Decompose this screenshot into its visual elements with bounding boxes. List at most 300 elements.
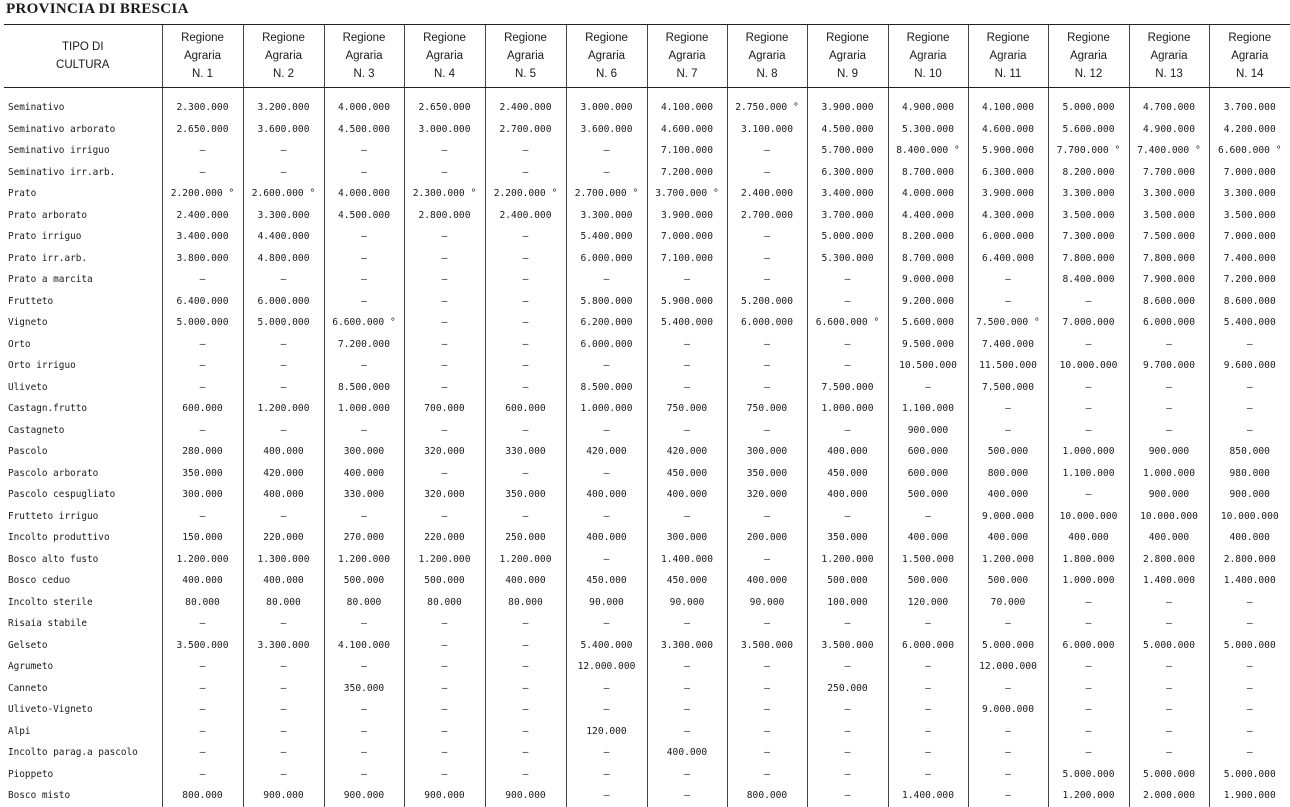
value-cell: 5.400.000 [566,226,647,248]
column-header-agraria: Agraria [728,47,807,65]
value-cell: – [888,721,968,743]
value-cell: 420.000 [566,441,647,463]
column-header-number: N. 5 [486,65,566,83]
value-cell: 9.600.000 [1209,355,1290,377]
table-row [4,205,1290,227]
column-header-number: N. 6 [567,65,647,83]
value-cell: – [807,334,888,356]
value-cell: 2.200.000 ° [485,183,566,205]
table-row [4,119,1290,141]
value-cell: 4.200.000 [1209,119,1290,141]
value-cell: – [566,764,647,786]
table-row [4,785,1290,807]
value-cell: – [162,613,243,635]
value-cell: 6.000.000 [727,312,807,334]
column-header-number: N. 7 [648,65,727,83]
column-header-region-2 [243,25,324,88]
value-cell: 4.500.000 [324,119,404,141]
value-cell: 3.500.000 [1209,205,1290,227]
column-header-region-8 [727,25,807,88]
row-label: Castagneto [4,420,162,442]
value-cell: 80.000 [243,592,324,614]
value-cell: – [324,162,404,184]
value-cell: 350.000 [324,678,404,700]
value-cell: – [243,721,324,743]
value-cell: 8.500.000 [566,377,647,399]
value-cell: – [243,678,324,700]
value-cell: 4.900.000 [888,97,968,119]
value-cell: 3.500.000 [1129,205,1209,227]
value-cell: 600.000 [888,441,968,463]
value-cell: – [324,269,404,291]
value-cell: 1.400.000 [1209,570,1290,592]
value-cell: 4.800.000 [243,248,324,270]
value-cell: – [162,506,243,528]
value-cell: – [807,656,888,678]
value-cell: – [807,613,888,635]
column-header-region-4 [404,25,485,88]
value-cell: – [162,377,243,399]
spacer-cell [566,88,647,98]
value-cell: – [727,506,807,528]
column-header-agraria: Agraria [244,47,324,65]
row-label: Prato [4,183,162,205]
value-cell: 3.800.000 [162,248,243,270]
value-cell: 5.000.000 [1048,764,1129,786]
column-header-agraria: Agraria [405,47,485,65]
value-cell: 1.200.000 [807,549,888,571]
value-cell: – [243,764,324,786]
spacer-cell [4,88,162,98]
value-cell: – [647,420,727,442]
value-cell: 6.600.000 ° [324,312,404,334]
spacer-cell [727,88,807,98]
value-cell: – [888,678,968,700]
value-cell: – [968,785,1048,807]
value-cell: – [1048,678,1129,700]
value-cell: 6.000.000 [1129,312,1209,334]
column-header-number: N. 13 [1130,65,1209,83]
value-cell: 80.000 [324,592,404,614]
value-cell: 5.000.000 [1129,635,1209,657]
value-cell: 900.000 [404,785,485,807]
value-cell: 9.700.000 [1129,355,1209,377]
table-row [4,334,1290,356]
value-cell: – [243,613,324,635]
spacer-cell [807,88,888,98]
value-cell: 2.650.000 [404,97,485,119]
table-body [4,97,1290,807]
column-header-regione: Regione [405,29,485,47]
value-cell: 100.000 [807,592,888,614]
column-header-regione: Regione [969,29,1048,47]
value-cell: 4.300.000 [968,205,1048,227]
value-cell: 1.500.000 [888,549,968,571]
column-header-region-10 [888,25,968,88]
value-cell: 2.400.000 [162,205,243,227]
table-row [4,678,1290,700]
value-cell: 600.000 [485,398,566,420]
value-cell: – [807,721,888,743]
value-cell: – [324,721,404,743]
table-row [4,269,1290,291]
value-cell: 4.100.000 [647,97,727,119]
value-cell: 400.000 [1209,527,1290,549]
value-cell: 5.300.000 [807,248,888,270]
value-cell: 3.900.000 [807,97,888,119]
column-header-region-3 [324,25,404,88]
row-label: Orto [4,334,162,356]
value-cell: – [968,613,1048,635]
value-cell: 200.000 [727,527,807,549]
table-row [4,699,1290,721]
value-cell: – [1129,398,1209,420]
value-cell: 8.700.000 [888,248,968,270]
value-cell: 320.000 [727,484,807,506]
value-cell: 6.000.000 [1048,635,1129,657]
value-cell: – [968,269,1048,291]
value-cell: – [566,506,647,528]
column-header-regione: Regione [728,29,807,47]
value-cell: 5.000.000 [243,312,324,334]
value-cell: 9.000.000 [968,506,1048,528]
row-label: Risaia stabile [4,613,162,635]
value-cell: 3.500.000 [807,635,888,657]
value-cell: 3.300.000 [1209,183,1290,205]
value-cell: 400.000 [485,570,566,592]
value-cell: 500.000 [888,570,968,592]
value-cell: – [404,764,485,786]
value-cell: 2.650.000 [162,119,243,141]
value-cell: – [1048,721,1129,743]
value-cell: 2.800.000 [404,205,485,227]
value-cell: 8.600.000 [1129,291,1209,313]
value-cell: – [1129,656,1209,678]
value-cell: – [727,140,807,162]
value-cell: – [485,312,566,334]
table-row [4,656,1290,678]
value-cell: 7.200.000 [324,334,404,356]
value-cell: – [566,463,647,485]
column-header-number: N. 11 [969,65,1048,83]
value-cell: 90.000 [647,592,727,614]
value-cell: 80.000 [404,592,485,614]
value-cell: – [647,764,727,786]
value-cell: 500.000 [324,570,404,592]
value-cell: – [727,656,807,678]
value-cell: – [485,291,566,313]
value-cell: 4.000.000 [324,183,404,205]
value-cell: 1.200.000 [1048,785,1129,807]
value-cell: 1.000.000 [566,398,647,420]
value-cell: 420.000 [647,441,727,463]
value-cell: 400.000 [324,463,404,485]
value-cell: 4.500.000 [807,119,888,141]
column-header-number: N. 10 [889,65,968,83]
value-cell: 400.000 [243,570,324,592]
value-cell: 7.500.000 ° [968,312,1048,334]
value-cell: – [727,377,807,399]
value-cell: 350.000 [727,463,807,485]
value-cell: 900.000 [485,785,566,807]
value-cell: – [243,377,324,399]
value-cell: 5.000.000 [968,635,1048,657]
value-cell: – [1048,613,1129,635]
value-cell: – [324,226,404,248]
value-cell: – [647,656,727,678]
row-label: Pascolo cespugliato [4,484,162,506]
value-cell: 600.000 [162,398,243,420]
value-cell: – [807,269,888,291]
value-cell: 400.000 [1129,527,1209,549]
value-cell: 420.000 [243,463,324,485]
value-cell: 9.000.000 [888,269,968,291]
value-cell: – [566,269,647,291]
value-cell: – [404,248,485,270]
value-cell: – [727,334,807,356]
value-cell: – [968,398,1048,420]
value-cell: 4.000.000 [324,97,404,119]
value-cell: 5.000.000 [1209,635,1290,657]
table-row [4,592,1290,614]
column-header-regione: Regione [889,29,968,47]
value-cell: 1.900.000 [1209,785,1290,807]
value-cell: 450.000 [647,463,727,485]
spacer-cell [1048,88,1129,98]
value-cell: 5.400.000 [1209,312,1290,334]
value-cell: 320.000 [404,441,485,463]
value-cell: 80.000 [162,592,243,614]
value-cell: – [807,785,888,807]
value-cell: – [485,613,566,635]
row-label: Pascolo arborato [4,463,162,485]
value-cell: – [324,140,404,162]
value-cell: – [807,699,888,721]
value-cell: 900.000 [324,785,404,807]
value-cell: – [1129,699,1209,721]
value-cell: 5.000.000 [1129,764,1209,786]
value-cell: – [807,764,888,786]
value-cell: 4.600.000 [968,119,1048,141]
value-cell: 6.300.000 [968,162,1048,184]
value-cell: – [1209,420,1290,442]
value-cell: – [324,420,404,442]
value-cell: – [888,764,968,786]
column-header-regione: Regione [1049,29,1129,47]
value-cell: – [162,764,243,786]
value-cell: – [485,678,566,700]
row-label: Pascolo [4,441,162,463]
value-cell: 320.000 [404,484,485,506]
value-cell: – [1129,742,1209,764]
value-cell: – [727,162,807,184]
column-header-regione: Regione [244,29,324,47]
table-row [4,140,1290,162]
row-label: Pioppeto [4,764,162,786]
page-title: PROVINCIA DI BRESCIA [6,1,189,18]
value-cell: 5.900.000 [968,140,1048,162]
value-cell: 8.400.000 ° [888,140,968,162]
value-cell: – [404,742,485,764]
value-cell: 7.500.000 [968,377,1048,399]
value-cell: 800.000 [162,785,243,807]
value-cell: – [1048,377,1129,399]
value-cell: – [807,506,888,528]
value-cell: – [647,699,727,721]
column-header-agraria: Agraria [567,47,647,65]
value-cell: – [566,785,647,807]
value-cell: 4.000.000 [888,183,968,205]
value-cell: – [807,420,888,442]
value-cell: 2.400.000 [485,205,566,227]
table-row [4,549,1290,571]
value-cell: – [727,613,807,635]
row-label: Frutteto irriguo [4,506,162,528]
value-table [4,24,1290,807]
value-cell: – [727,269,807,291]
value-cell: 1.200.000 [485,549,566,571]
value-cell: – [807,355,888,377]
value-cell: 3.400.000 [162,226,243,248]
value-cell: – [727,678,807,700]
table-row [4,398,1290,420]
value-cell: 2.300.000 ° [404,183,485,205]
value-cell: 2.300.000 [162,97,243,119]
value-cell: 7.000.000 [1209,226,1290,248]
spacer-cell [968,88,1048,98]
column-header-number: N. 2 [244,65,324,83]
value-cell: 120.000 [566,721,647,743]
value-cell: 330.000 [485,441,566,463]
value-cell: – [888,742,968,764]
value-cell: – [485,635,566,657]
column-header-tipo [4,25,162,88]
value-cell: – [1048,334,1129,356]
value-cell: 2.800.000 [1129,549,1209,571]
value-cell: – [727,549,807,571]
value-cell: – [1209,377,1290,399]
value-cell: 300.000 [647,527,727,549]
value-cell: 10.500.000 [888,355,968,377]
value-cell: 8.400.000 [1048,269,1129,291]
column-header-regione: Regione [567,29,647,47]
value-cell: – [888,377,968,399]
value-cell: – [566,355,647,377]
value-cell: 400.000 [243,484,324,506]
row-label: Agrumeto [4,656,162,678]
value-cell: – [807,742,888,764]
value-cell: 5.000.000 [162,312,243,334]
value-cell: 1.000.000 [1129,463,1209,485]
row-label: Bosco misto [4,785,162,807]
value-cell: 400.000 [727,570,807,592]
value-cell: – [243,420,324,442]
value-cell: 220.000 [404,527,485,549]
value-cell: – [243,334,324,356]
value-cell: 12.000.000 [566,656,647,678]
column-header-agraria: Agraria [1210,47,1290,65]
spacer-cell [243,88,324,98]
table-row [4,291,1290,313]
value-cell: 3.300.000 [1048,183,1129,205]
table-row [4,484,1290,506]
column-header-agraria: Agraria [163,47,243,65]
value-cell: – [324,742,404,764]
value-cell: 700.000 [404,398,485,420]
value-cell: – [727,764,807,786]
value-cell: – [485,742,566,764]
value-cell: – [1209,334,1290,356]
table-row [4,420,1290,442]
value-cell: – [1209,398,1290,420]
table-row [4,527,1290,549]
value-cell: 3.700.000 [807,205,888,227]
value-cell: 5.900.000 [647,291,727,313]
value-cell: – [404,269,485,291]
value-cell: 1.000.000 [324,398,404,420]
value-cell: 6.000.000 [566,248,647,270]
row-label: Alpi [4,721,162,743]
value-cell: 750.000 [727,398,807,420]
value-cell: 7.700.000 ° [1048,140,1129,162]
value-cell: – [647,269,727,291]
value-cell: – [404,420,485,442]
value-cell: – [1129,678,1209,700]
value-cell: 220.000 [243,527,324,549]
value-cell: 1.100.000 [888,398,968,420]
value-cell: – [1048,742,1129,764]
row-label: Prato a marcita [4,269,162,291]
value-cell: 4.700.000 [1129,97,1209,119]
value-cell: 2.200.000 ° [162,183,243,205]
value-cell: 300.000 [162,484,243,506]
value-cell: – [404,226,485,248]
row-label: Prato irr.arb. [4,248,162,270]
value-cell: 500.000 [404,570,485,592]
value-cell: 330.000 [324,484,404,506]
row-label: Uliveto-Vigneto [4,699,162,721]
value-cell: – [404,613,485,635]
value-cell: 3.300.000 [647,635,727,657]
value-cell: 400.000 [1048,527,1129,549]
value-cell: – [404,377,485,399]
value-cell: 7.100.000 [647,140,727,162]
value-cell: – [968,742,1048,764]
value-cell: 800.000 [727,785,807,807]
value-cell: – [566,420,647,442]
row-label: Frutteto [4,291,162,313]
value-cell: 2.400.000 [727,183,807,205]
value-cell: 6.000.000 [566,334,647,356]
value-cell: 900.000 [1129,484,1209,506]
row-label: Bosco ceduo [4,570,162,592]
value-cell: 2.700.000 ° [566,183,647,205]
value-cell: – [404,699,485,721]
table-row [4,377,1290,399]
value-cell: – [162,656,243,678]
value-cell: 3.400.000 [807,183,888,205]
value-cell: – [162,721,243,743]
value-cell: 1.200.000 [968,549,1048,571]
column-header-agraria: Agraria [1049,47,1129,65]
value-cell: – [404,334,485,356]
value-cell: – [968,291,1048,313]
value-cell: 8.200.000 [1048,162,1129,184]
value-cell: 4.600.000 [647,119,727,141]
value-cell: 1.400.000 [647,549,727,571]
table-row [4,312,1290,334]
value-cell: 7.000.000 [1048,312,1129,334]
